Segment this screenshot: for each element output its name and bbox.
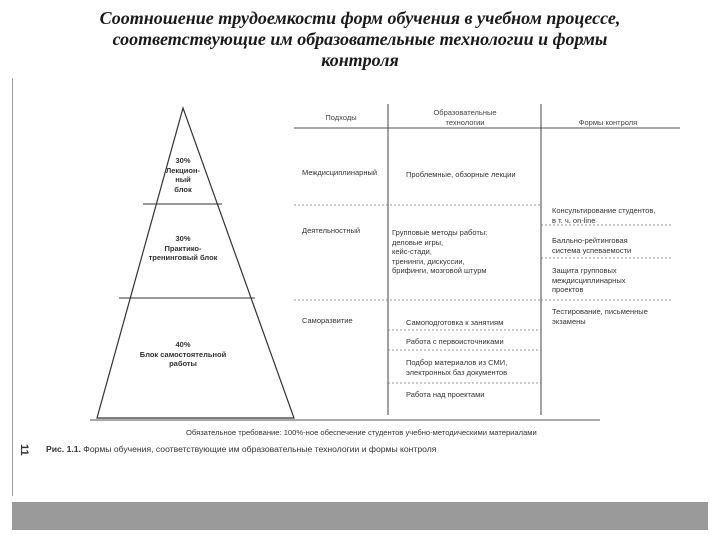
header-technologies: Образовательные технологии (433, 108, 497, 127)
tech-group-methods: Групповые методы работы: деловые игры, кейс-стади, тренинги, дискуссии, брифинги, мозговой штурм (392, 228, 488, 275)
title-line-1: Соотношение трудоемкости форм обучения в учебном процессе, (99, 8, 621, 28)
header-approaches: Подходы (325, 113, 357, 122)
title-line-2: соответствующие им образовательные технологии и формы (112, 29, 608, 49)
pyramid-top-label: 30% Лекцион- ный блок (165, 156, 201, 194)
tech-self-prep: Самоподготовка к занятиям (406, 318, 504, 327)
control-testing: Тестирование, письменные экзамены (552, 307, 648, 326)
bottom-bar (12, 502, 708, 530)
tech-media-materials: Подбор материалов из СМИ, электронных баз документов (406, 358, 508, 377)
pyramid-middle-label: 30% Практико- тренинговый блок (148, 234, 218, 262)
pyramid-outline (97, 108, 294, 418)
tech-lectures: Проблемные, обзорные лекции (406, 170, 516, 179)
approach-interdisciplinary: Междисциплинарный (302, 168, 378, 177)
figure-caption: Рис. 1.1. Формы обучения, соответствующие им образовательные технологии и формы контроля (46, 444, 437, 454)
control-projects: Защита групповых междисциплинарных проектов (552, 266, 626, 294)
header-control: Формы контроля (578, 118, 638, 127)
tech-projects: Работа над проектами (406, 390, 485, 399)
control-consulting: Консультирование студентов, в т. ч. on-line (552, 206, 656, 225)
approach-self-development: Саморазвитие (302, 316, 353, 325)
approach-activity: Деятельностный (302, 226, 361, 235)
page-number: 11 (18, 444, 30, 456)
pyramid-bottom-label: 40% Блок самостоятельной работы (139, 340, 227, 368)
tech-primary-sources: Работа с первоисточниками (406, 337, 504, 346)
requirement-note: Обязательное требование: 100%-ное обеспечение студентов учебно-методическими материалами (186, 428, 537, 437)
control-rating: Балльно-рейтинговая система успеваемости (552, 236, 632, 255)
title-line-3: контроля (321, 50, 399, 70)
